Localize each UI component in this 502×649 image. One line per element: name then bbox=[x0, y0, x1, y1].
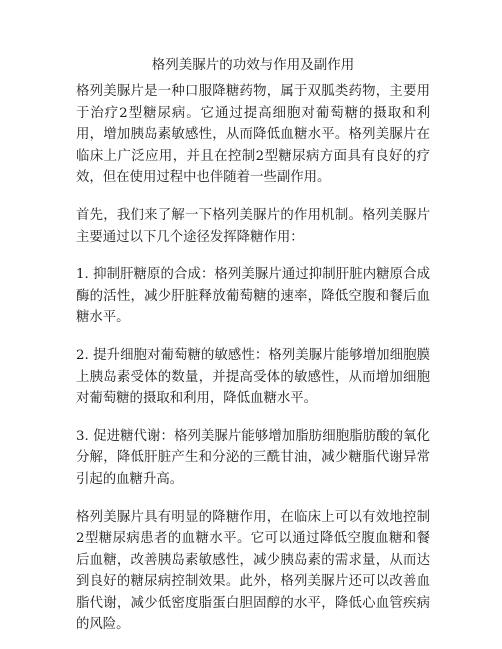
paragraph-point-3: 3. 促进糖代谢：格列美脲片能够增加脂肪细胞脂肪酸的氧化分解，降低肝脏产生和分泌的三酰甘油，减少糖脂代谢异常引起的血糖升高。 bbox=[76, 428, 430, 487]
paragraph-point-2: 2. 提升细胞对葡萄糖的敏感性：格列美脲片能够增加细胞膜上胰岛素受体的数量，并提高受体的敏感性，从而增加细胞对葡萄糖的摄取和利用，降低血糖水平。 bbox=[76, 347, 430, 407]
paragraph-intro: 格列美脲片是一种口服降糖药物，属于双胍类药物，主要用于治疗2型糖尿病。它通过提高细胞对葡萄糖的摄取和利用，增加胰岛素敏感性，从而降低血糖水平。格列美脲片在临床上广泛应用，并且在控制2型糖尿病方面具有良好的疗效，但在使用过程中也伴随着一些副作用。 bbox=[76, 84, 430, 186]
paragraph-mechanism-intro: 首先，我们来了解一下格列美脲片的作用机制。格列美脲片主要通过以下几个途径发挥降糖作用： bbox=[76, 207, 430, 245]
paragraph-point-1: 1. 抑制肝糖原的合成：格列美脲片通过抑制肝脏内糖原合成酶的活性，减少肝脏释放葡萄糖的速率，降低空腹和餐后血糖水平。 bbox=[76, 267, 430, 326]
paragraph-effects: 格列美脲片具有明显的降糖作用，在临床上可以有效地控制2型糖尿病患者的血糖水平。它可以通过降低空腹血糖和餐后血糖，改善胰岛素敏感性，减少胰岛素的需求量，从而达到良好的糖尿病控制效果。此外，格列美脲片还可以改善血脂代谢，减少低密度脂蛋白胆固醇的水平，降低心血管疾病的风险。 bbox=[76, 509, 430, 633]
document-title: 格列美脲片的功效与作用及副作用 bbox=[151, 57, 355, 73]
